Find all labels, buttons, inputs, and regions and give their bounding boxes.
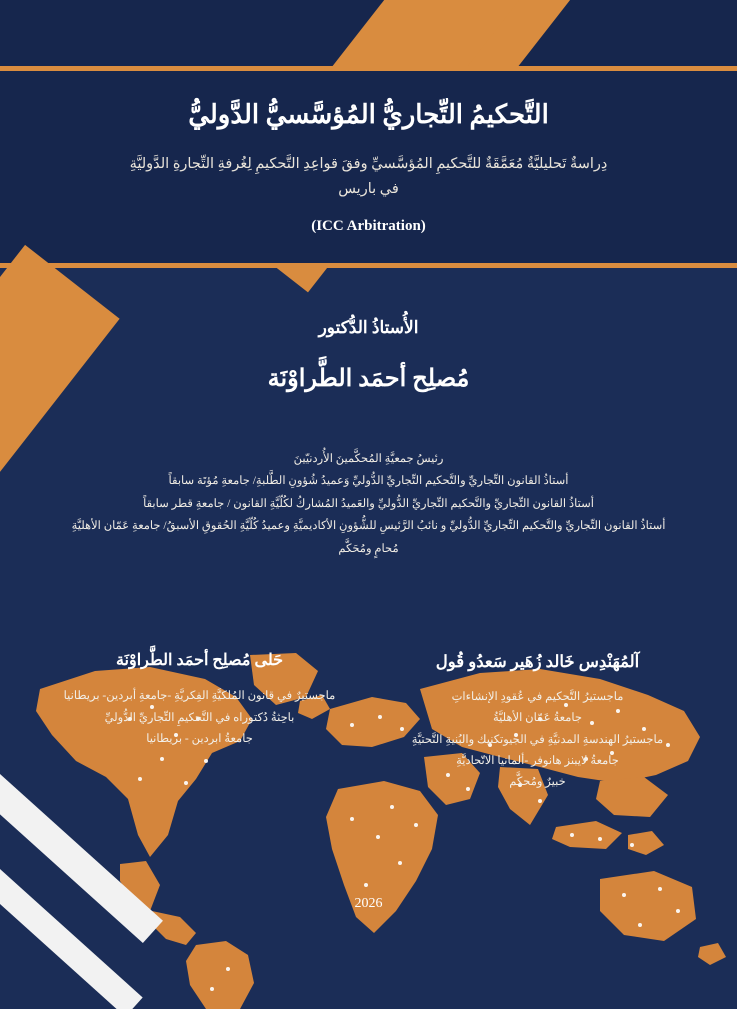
credential-line: رئيسُ جمعيَّةِ المُحكَّمينَ الأُردنيّينَ: [293, 453, 444, 465]
page-subtitle: [0, 152, 737, 203]
contributor-name: آلمُهَنْدِس خَالد زُهَير سَعدُو قُول: [435, 652, 640, 671]
author-name: مُصلِح أحمَد الطَّراوْنَة: [267, 366, 470, 392]
contributor-credential: جامعةُ عَمّان الأهليَّةُ: [493, 712, 582, 725]
contributor-credential: باحِثةُ دُكتوراه في التَّحكيمِ التِّجاريِّ الدُّوليِّ: [104, 711, 295, 724]
contributor-credential: جامعةُ لايبنز هانوفر -ألمانيا الاتّحاديَّةِ: [456, 754, 619, 767]
contributor-credential: ماجستيرُ الهندسةِ المدنيَّةِ في الجيوتكنيك والبُنيةِ التَّحتيَّةِ: [411, 733, 664, 746]
credential-line: مُحامٍ ومُحَكَّم: [338, 542, 399, 555]
contributor-credential: ماجستيرٌ في قانون المُلكيَّةِ الفِكريَّةِ -جامعةِ أبردين- بريطانيا: [63, 690, 336, 703]
publication-year: 2026: [354, 896, 383, 911]
contributor-credential: ماجستيرُ التَّحكيم في عُقودِ الإنشاءاتِ: [451, 691, 624, 704]
page-title: التَّحكيمُ التِّجاريُّ المُؤسَّسيُّ الدَّوليُّ: [188, 100, 549, 129]
contributor-credential: جامعةُ ابردين - بريطانيا: [146, 732, 253, 745]
author-credentials: [0, 448, 737, 560]
contributor-block-1: [388, 650, 688, 793]
contributor-name: حَلى مُصلِح أحمَد الطَّراوْنَة: [115, 652, 284, 669]
page-subtitle-line-2: في باريس: [338, 181, 399, 198]
page-subtitle-line-1: دِراسةٌ تَحليليَّةٌ مُعَمَّقَةٌ للتَّحكيمِ المُؤسَّسيِّ وفقَ قواعِدِ التَّحكيمِ لِغُرفةِ التِّجارةِ الدَّوليَّةِ: [129, 156, 608, 172]
author-title-label: الأُستاذُ الدُّكتور: [318, 318, 419, 337]
credential-line: أستاذُ القانون التِّجاريِّ والتَّحكيم التِّجاريِّ الدُّوليِّ و نائبُ الرَّئيسِ للشُّؤونِ الأكاديميَّةِ وعميدُ كُلّيَّةِ الحُقوقِ الأسبقُ/ جامعةِ عَمّان الأهليَّةِ: [71, 520, 666, 533]
contributor-credential: خبيرٌ ومُحكَّم: [509, 776, 566, 789]
credential-line: أستاذُ القانون التِّجاريِّ والتَّحكيم التِّجاريِّ الدُّوليِّ وَعميدُ شُؤونِ الطَّلبةِ/ جامعةِ مُؤتَة سابقاً: [168, 475, 569, 488]
credential-line: أستاذُ القانون التِّجاريِّ والتَّحكيم التِّجاريِّ الدُّوليِّ والعَميدُ المُشاركُ لكُلّيَّةِ القانون / جامعةِ قطر سابقاً: [143, 497, 594, 510]
page-subtitle-english: (ICC Arbitration): [311, 218, 426, 234]
contributors-section: [0, 650, 737, 793]
contributor-block-2: [50, 650, 350, 793]
